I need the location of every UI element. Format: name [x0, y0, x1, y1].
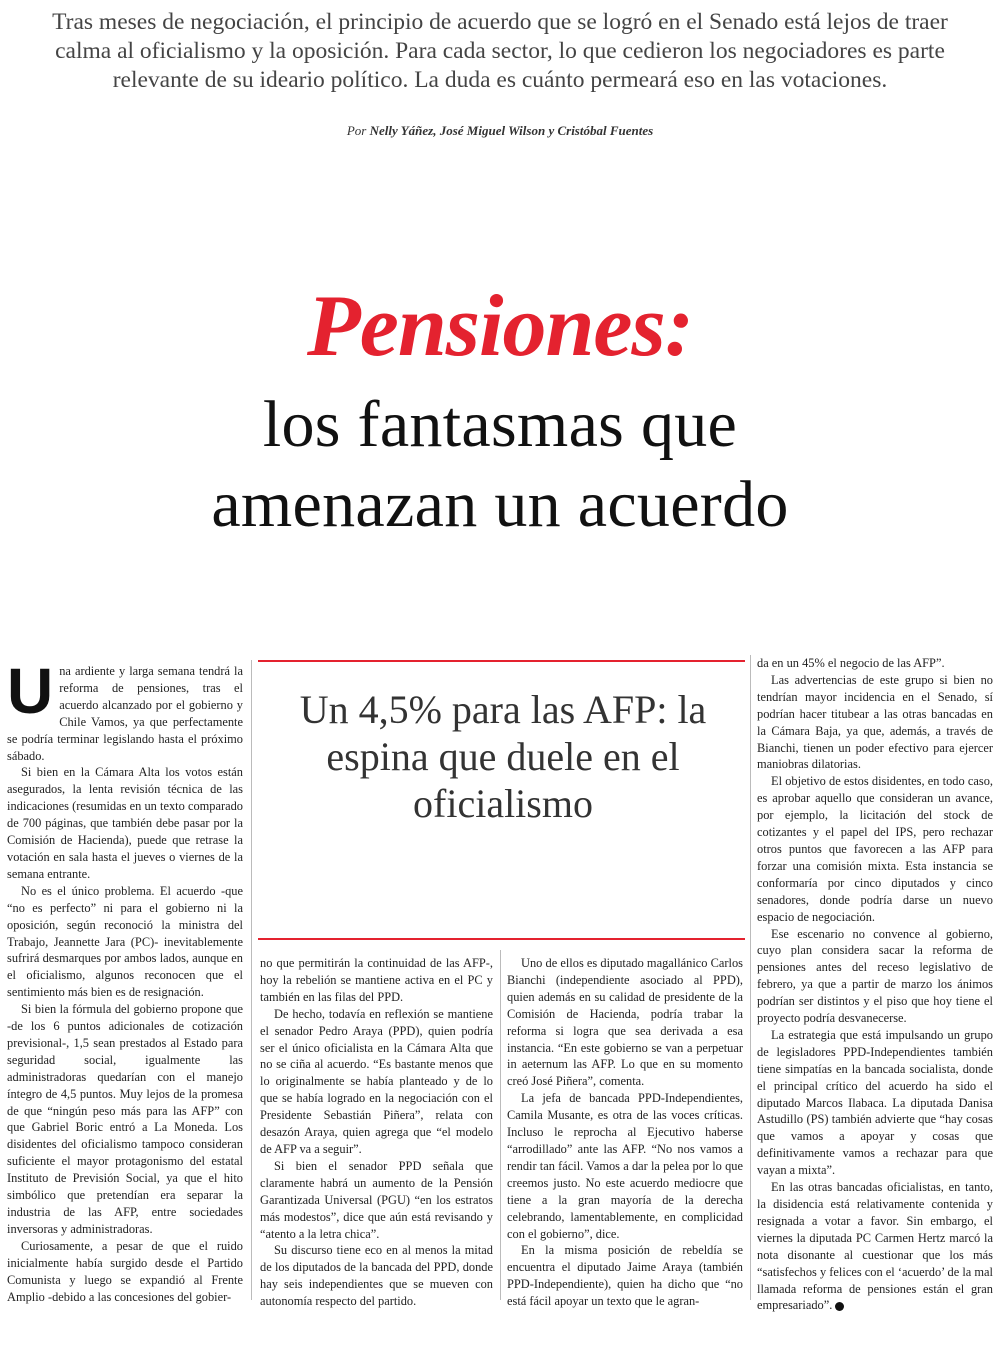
byline-authors: Nelly Yáñez, José Miguel Wilson y Cristóbal Fuentes: [369, 123, 654, 138]
paragraph-text: En las otras bancadas oficialistas, en tanto, la disidencia está relativamente contenida y resignada a votar a favor. Sin embargo, el viernes la diputada PC Carmen Hertz marcó la nota disonante al cuestionar que los más “satisfechos y felices con el ‘acuerdo’ de la mal llamada reforma de pensiones están el gran empresariado”.: [757, 1180, 993, 1313]
article-column-1: [7, 655, 243, 1305]
paragraph: No es el único problema. El acuerdo -que “no es perfecto” ni para el gobierno ni la oposición, según reconoció la ministra del Trabajo, Jeannette Jara (PC)- inevitablemente sufrirá desmarques por ambos lados, aunque en el oficialismo, algunos reconocen que el sentimiento más bien es de resignación.: [7, 883, 243, 1000]
paragraph: La jefa de bancada PPD-Independientes, Camila Musante, es otra de las voces críticas. Incluso le reprocha al Ejecutivo haberse “arrodillado” ante las AFP. “No nos vamos a rendir tan fácil. Vamos a dar la pelea por lo que creemos justo. No este acuerdo mediocre que tiene a la gran mayoría de la derecha celebrando, lamentablemente, en complicidad con el gobierno”, dice.: [507, 1091, 743, 1241]
article-column-2: [260, 955, 493, 1310]
paragraph: Curiosamente, a pesar de que el ruido inicialmente había surgido desde el Partido Comunista y luego se expandió al Frente Amplio -debido a las concesiones del gobier-: [7, 1238, 243, 1304]
paragraph: En la misma posición de rebeldía se encuentra el diputado Jaime Araya (también PPD-Independiente), quien ha dicho que “no está fácil apoyar un texto que le agran-: [507, 1243, 743, 1309]
pull-quote-box: [258, 660, 745, 940]
paragraph: Uno de ellos es diputado magallánico Carlos Bianchi (independiente asociado al PPD), quien además en su calidad de presidente de la Comisión de Hacienda, podría trabar la reforma si logra que sea derivada a esa instancia. “En este gobierno se van a perpetuar in aeternum las AFP. Lo que en su momento creó José Piñera”, comenta.: [507, 956, 743, 1089]
column-divider: [251, 660, 252, 1300]
paragraph: El objetivo de estos disidentes, en todo caso, es aprobar aquello que consideran un avance, por ejemplo, la licitación del stock de cotizantes y el papel del IPS, pero rechazar otros puntos que favorecen a las AFP para forzar una comisión mixta. Esta instancia se conformaría por cinco diputados y cinco senadores, donde podría darse un nuevo espacio de negociación.: [757, 774, 993, 924]
paragraph: Si bien la fórmula del gobierno propone que -de los 6 puntos adicionales de cotización previsional-, 1,5 sean prestados al Estado para seguridad social, igualmente las administradoras quedarían con el manejo íntegro de 4,5 puntos. Muy lejos de la promesa de que “ningún peso más para las AFP” con que Gabriel Boric entró a La Moneda. Los disidentes del oficialismo tampoco consideran suficiente el mayor protagonismo del estatal Instituto de Previsión Social, ya que el hito simbólico que pretendían era separar la industria de las AFP, entre sociedades inversoras y administradoras.: [7, 1002, 243, 1236]
headline-kicker: Pensiones:: [307, 278, 693, 375]
headline-line-1: los fantasmas que: [262, 388, 738, 461]
paragraph: La estrategia que está impulsando un grupo de legisladores PPD-Independientes también tiene simpatías en la bancada socialista, donde el principal crítico del acuerdo ha sido el diputado Marcos Ilabaca. La diputada Danisa Astudillo (PS) también advierte que “hay cosas que vamos a apoyar y cosas que definitivamente vamos a rechazar para que vayan a mixta”.: [757, 1027, 993, 1178]
column-divider: [750, 655, 751, 1300]
paragraph: Las advertencias de este grupo si bien no tendrían mayor incidencia en el Senado, sí podrían hacer titubear a las otras bancadas en la Cámara Baja, ya que, además, a través de Bianchi, tienen un poder efectivo para ejercer maniobras dilatorias.: [757, 672, 993, 772]
article-column-3: [507, 955, 743, 1310]
article-column-4: [757, 655, 993, 1314]
paragraph: Si bien el senador PPD señala que claramente habrá un aumento de la Pensión Garantizada Universal (PGU) “en los estratos más modestos”, dice que aún está revisando y “atento a la letra chica”.: [260, 1158, 493, 1241]
paragraph: [757, 1179, 993, 1314]
byline: [0, 123, 1000, 139]
byline-prefix: Por: [346, 123, 370, 138]
paragraph-text: na ardiente y larga semana tendrá la reforma de pensiones, tras el acuerdo alcanzado por el gobierno y Chile Vamos, ya que perfectamente se podría terminar legislando hasta el próximo sábado.: [7, 664, 243, 763]
paragraph: [7, 655, 243, 764]
paragraph: da en un 45% el negocio de las AFP”.: [757, 656, 945, 670]
paragraph: De hecho, todavía en reflexión se mantiene el senador Pedro Araya (PPD), quien podría ser el único oficialista en la Cámara Alta que no se ciña al acuerdo. “Es bastante menos que lo originalmente se había planteado y de lo que se había logrado en la negociación con el Presidente Sebastián Piñera”, relata con desazón Araya, quien agrega que “el modelo de AFP va a seguir”.: [260, 1006, 493, 1156]
article-intro: Tras meses de negociación, el principio de acuerdo que se logró en el Senado está lejos de traer calma al oficialismo y la oposición. Para cada sector, lo que cedieron los negociadores es parte relevante de su ideario político. La duda es cuánto permeará eso en las votaciones.: [52, 9, 948, 93]
paragraph: no que permitirán la continuidad de las AFP-, hoy la rebelión se mantiene activa en el PC y también en las filas del PPD.: [260, 956, 493, 1004]
column-divider: [500, 950, 501, 1300]
paragraph: Si bien en la Cámara Alta los votos están asegurados, la lenta revisión técnica de las indicaciones (resumidas en un texto comparado de 700 páginas, que también debe pasar por la Comisión de Hacienda), puede que retrase la votación en sala hasta el jueves o viernes de la semana entrante.: [7, 765, 243, 881]
paragraph: Su discurso tiene eco en al menos la mitad de los diputados de la bancada del PPD, donde hay seis independientes que se mueven con autonomía respecto del partido.: [260, 1243, 493, 1309]
paragraph: Ese escenario no convence al gobierno, cuyo plan considera sacar la reforma de pensiones antes del receso legislativo de febrero, ya que a partir de marzo los ánimos podrían ser distintos y el piso que hoy tiene el proyecto podría desvanecerse.: [757, 926, 993, 1026]
pull-quote: Un 4,5% para las AFP: la espina que duele en el oficialismo: [299, 687, 707, 826]
headline-line-2: amenazan un acuerdo: [211, 468, 789, 541]
headline: [0, 385, 1000, 545]
end-mark-icon: [835, 1302, 844, 1311]
dropcap: U: [7, 655, 54, 727]
